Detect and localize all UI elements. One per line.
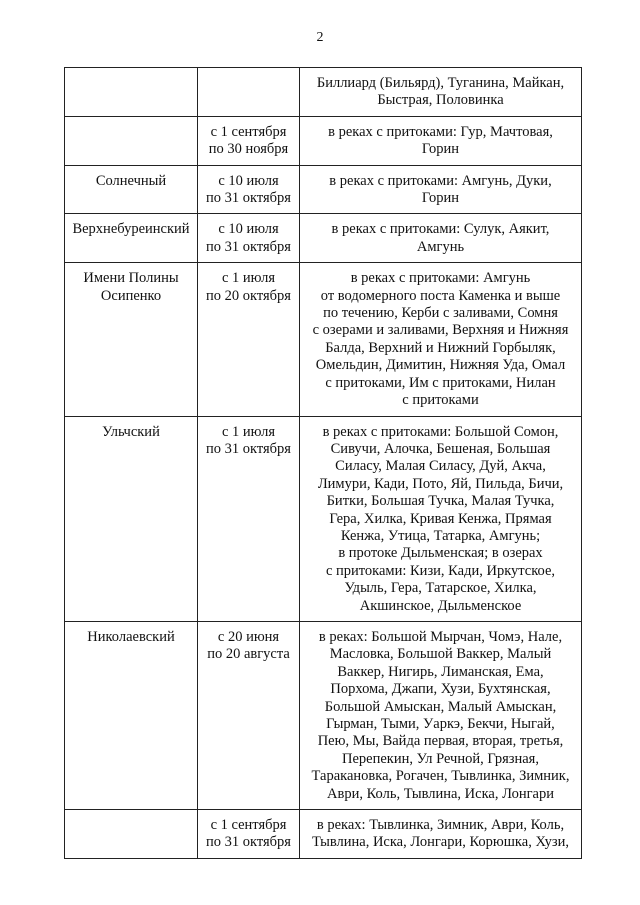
rivers-line: в реках с притоками: Большой Сомон, <box>322 423 559 440</box>
period-line: по 31 октября <box>206 440 291 457</box>
rivers-line: Кенжа, Утица, Татарка, Амгунь; <box>340 527 541 544</box>
rivers-line: Удыль, Гера, Татарское, Хилка, <box>344 580 537 597</box>
rivers-line: Биллиард (Бильярд), Туганина, Майкан, <box>316 75 565 91</box>
rivers-line: Ваккер, Нигирь, Лиманская, Ема, <box>337 663 544 680</box>
rivers-line: в протоке Дыльменская; в озерах <box>338 545 543 562</box>
period-line: по 20 августа <box>207 646 290 663</box>
rivers-line: Пею, Мы, Вайда первая, вторая, третья, <box>317 733 564 750</box>
fishing-periods-table <box>64 67 582 859</box>
rivers-line: в реках: Большой Мырчан, Чомэ, Нале, <box>318 628 563 645</box>
rivers-line: с озерами и заливами, Верхняя и Нижняя <box>312 322 569 339</box>
period-cell <box>198 68 300 117</box>
district-cell <box>65 165 198 214</box>
rivers-line: по течению, Керби с заливами, Сомня <box>323 305 558 322</box>
rivers-line: Порхома, Джапи, Хузи, Бухтянская, <box>330 681 551 698</box>
district-cell <box>65 116 198 165</box>
district-line: Солнечный <box>95 172 167 189</box>
rivers-cell <box>300 214 582 263</box>
period-line: с 1 июля <box>221 270 276 287</box>
rivers-cell <box>300 263 582 416</box>
page-number: 2 <box>316 30 324 45</box>
table-row <box>65 165 582 214</box>
period-cell <box>198 810 300 859</box>
rivers-line: Битки, Большая Тучка, Малая Тучка, <box>326 493 555 510</box>
period-cell <box>198 116 300 165</box>
period-cell <box>198 214 300 263</box>
period-cell <box>198 621 300 809</box>
rivers-line: Акшинское, Дыльменское <box>359 597 522 614</box>
period-line: по 31 октября <box>206 834 291 851</box>
rivers-line: Лимури, Кади, Пото, Яй, Пильда, Бичи, <box>317 475 564 492</box>
rivers-line: Тывлина, Иска, Лонгари, Корюшка, Хузи, <box>311 834 570 851</box>
table-row <box>65 263 582 416</box>
rivers-cell <box>300 621 582 809</box>
rivers-line: Сивучи, Алочка, Бешеная, Большая <box>330 440 551 457</box>
district-cell <box>65 810 198 859</box>
period-line: с 1 сентября <box>210 817 287 834</box>
period-line: с 10 июля <box>218 221 279 238</box>
district-cell <box>65 416 198 621</box>
district-cell <box>65 214 198 263</box>
district-cell <box>65 68 198 117</box>
rivers-cell <box>300 116 582 165</box>
district-cell <box>65 621 198 809</box>
table-row <box>65 416 582 621</box>
rivers-line: Амгунь <box>416 238 465 255</box>
rivers-cell <box>300 416 582 621</box>
rivers-line: Горин <box>421 190 460 207</box>
table-row <box>65 214 582 263</box>
district-line: Ульчский <box>102 423 160 440</box>
period-line: по 31 октября <box>206 190 291 207</box>
period-line: с 1 июля <box>221 423 276 440</box>
period-line: по 31 октября <box>206 238 291 255</box>
rivers-line: Гырман, Тыми, Уаркэ, Бекчи, Ныгай, <box>326 716 555 732</box>
rivers-line: Перепекин, Ул Речной, Грязная, <box>342 750 539 767</box>
rivers-line: в реках с притоками: Амгунь, Дуки, <box>329 172 552 189</box>
table-row <box>65 116 582 165</box>
rivers-cell <box>300 165 582 214</box>
rivers-line: с притоками: Кизи, Кади, Иркутское, <box>325 562 556 579</box>
rivers-line: в реках с притоками: Гур, Мачтовая, <box>328 123 553 140</box>
rivers-line: Масловка, Большой Ваккер, Малый <box>329 646 552 663</box>
rivers-line: с притоками, Им с притоками, Нилан <box>325 374 556 391</box>
period-cell <box>198 263 300 416</box>
table-row <box>65 68 582 117</box>
rivers-cell <box>300 810 582 859</box>
rivers-line: Омельдин, Димитин, Нижняя Уда, Омал <box>315 357 566 374</box>
district-cell <box>65 263 198 416</box>
table-row <box>65 621 582 809</box>
period-line: по 20 октября <box>206 287 291 304</box>
rivers-line: Горин <box>421 141 460 158</box>
rivers-line: Таракановка, Рогачен, Тывлинка, Зимник, <box>311 768 570 785</box>
rivers-line: с притоками <box>402 392 479 409</box>
rivers-line: в реках с притоками: Амгунь <box>350 270 531 287</box>
period-cell <box>198 165 300 214</box>
period-line: по 30 ноября <box>208 141 289 158</box>
district-line: Верхнебуреинский <box>72 221 190 238</box>
rivers-line: в реках с притоками: Сулук, Аякит, <box>331 221 550 238</box>
rivers-line: от водомерного поста Каменка и выше <box>320 287 561 304</box>
period-line: с 1 сентября <box>210 123 287 140</box>
rivers-line: Аври, Коль, Тывлина, Иска, Лонгари <box>327 785 554 802</box>
period-line: с 20 июня <box>217 628 280 645</box>
period-cell <box>198 416 300 621</box>
rivers-line: Балда, Верхний и Нижний Горбыляк, <box>325 339 556 356</box>
district-line: Осипенко <box>100 287 162 304</box>
period-line: с 10 июля <box>218 172 279 189</box>
rivers-line: Гера, Хилка, Кривая Кенжа, Прямая <box>329 510 552 527</box>
district-line: Николаевский <box>87 628 175 645</box>
rivers-line: Большой Амыскан, Малый Амыскан, <box>324 698 557 715</box>
rivers-line: в реках: Тывлинка, Зимник, Аври, Коль, <box>316 817 565 834</box>
table-body <box>65 68 582 859</box>
rivers-cell <box>300 68 582 117</box>
rivers-line: Силасу, Малая Силасу, Дуй, Акча, <box>335 458 546 475</box>
rivers-line: Быстрая, Половинка <box>377 92 504 109</box>
district-line: Имени Полины <box>83 270 179 287</box>
table-row <box>65 810 582 859</box>
